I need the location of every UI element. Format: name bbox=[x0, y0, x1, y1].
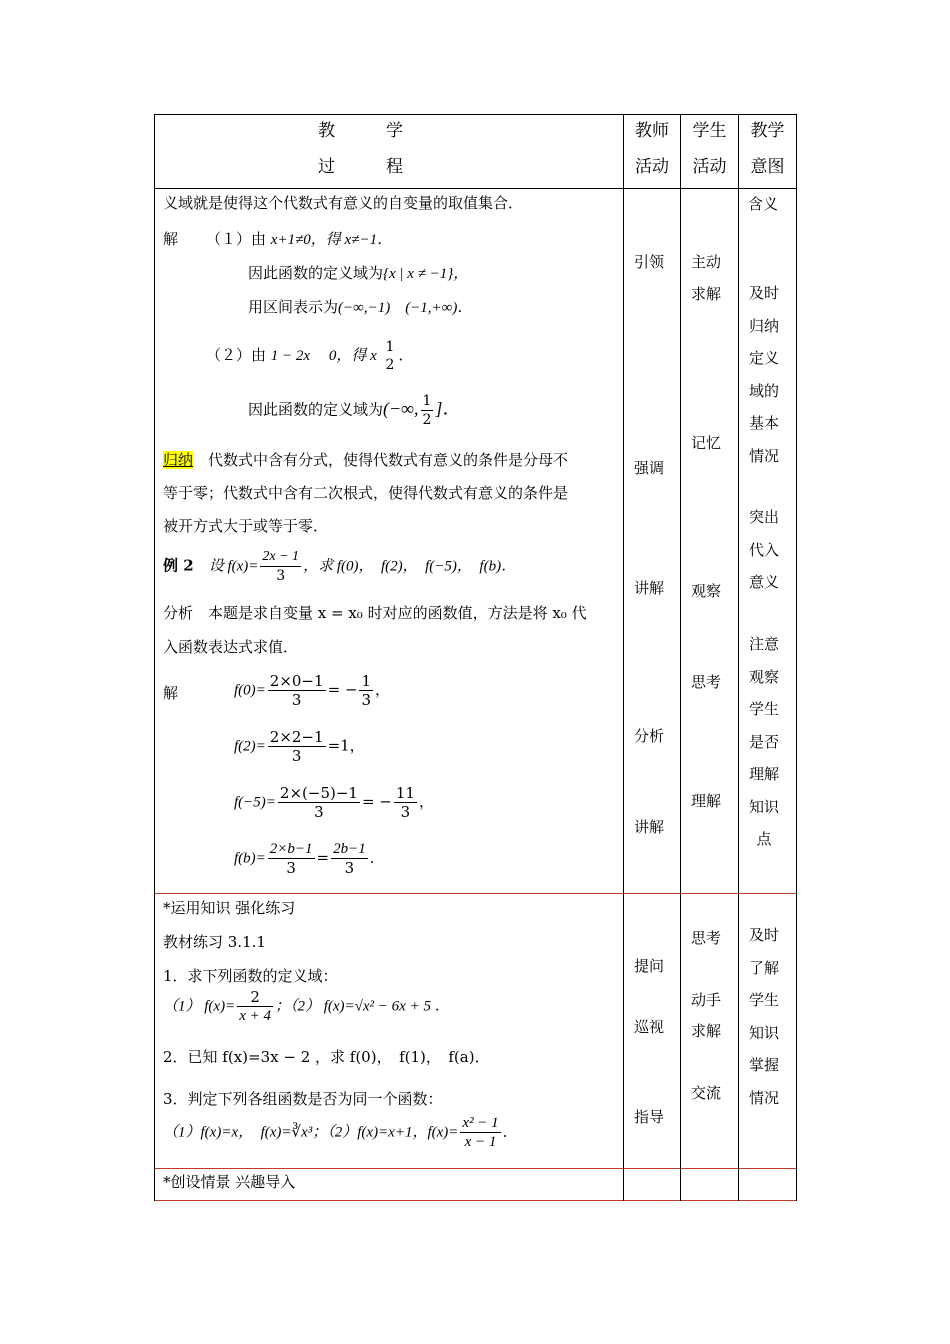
student-activity-4: 观察 bbox=[691, 582, 722, 600]
header-process-line2: 过 程 bbox=[318, 157, 403, 177]
summary-line3: 被开方式大于或等于零． bbox=[163, 517, 329, 535]
intent-group-substitute: 突出 代入 意义 bbox=[748, 508, 779, 591]
student-activity-6: 理解 bbox=[691, 792, 722, 810]
teacher-practice-1: 提问 bbox=[634, 957, 665, 975]
table-left-border bbox=[154, 114, 155, 1201]
student-activity-5: 思考 bbox=[691, 673, 722, 691]
solution-label: 解 bbox=[163, 230, 179, 248]
table-right-border bbox=[796, 114, 797, 1201]
solution-step1: （１）由 x+1≠0，得 x≠−1． bbox=[206, 230, 393, 248]
student-practice-2: 动手 bbox=[691, 991, 722, 1009]
student-practice-3: 求解 bbox=[691, 1022, 722, 1040]
col-divider-1 bbox=[623, 114, 624, 1201]
calc-f-neg5: f(−5)= $\frac{2\times(-5)-1}{3}$ = − $\frac{11}{3}$ ， bbox=[234, 784, 434, 821]
header-student-activity: 学生 活动 bbox=[692, 121, 727, 177]
teacher-activity-2: 强调 bbox=[634, 459, 665, 477]
solution-step1-interval: 用区间表示为(−∞,−1) (−1,+∞)． bbox=[248, 298, 473, 316]
practice-q3-items: （1）f(x)=x， f(x)=∛x³；（2）f(x)=x+1，f(x)= $\frac{\text{x² − 1}}{x - 1}$ ． bbox=[163, 1115, 518, 1150]
practice-subtitle: 教材练习 3.1.1 bbox=[163, 933, 266, 951]
teacher-practice-3: 指导 bbox=[634, 1108, 665, 1126]
solution-step2-domain: 因此函数的定义域为(−∞, $\frac{1}{2}$ ]． bbox=[248, 393, 461, 428]
table-bottom-border bbox=[154, 1200, 797, 1201]
teacher-activity-1: 引领 bbox=[634, 253, 665, 271]
example2-line: 例 2 设 f(x)= $\frac{2x - 1}{3}$ ，求 f(0)， f(2)， f(−5)， f(b)． bbox=[163, 549, 517, 584]
student-activity-1: 主动 bbox=[691, 253, 722, 271]
calc-f0: f(0)= $\frac{2\times 0-1}{3}$ = − $\frac{1}{3}$ ， bbox=[234, 672, 391, 709]
student-activity-3: 记忆 bbox=[691, 434, 722, 452]
teacher-activity-5: 讲解 bbox=[634, 818, 665, 836]
col-divider-2 bbox=[680, 114, 681, 1201]
practice-q3: 3．判定下列各组函数是否为同一个函数： bbox=[163, 1090, 443, 1108]
teacher-activity-3: 讲解 bbox=[634, 579, 665, 597]
intent-1: 含义 bbox=[748, 195, 779, 213]
practice-q1-items: （1） f(x)= $\frac{2}{x + 4}$ ；（2） f(x)=√x² − 6x + 5 ． bbox=[163, 988, 450, 1024]
student-practice-4: 交流 bbox=[691, 1084, 722, 1102]
practice-q1: 1．求下列函数的定义域： bbox=[163, 967, 338, 985]
intent-group-summary: 及时 归纳 定义 域的 基本 情况 bbox=[748, 284, 779, 465]
section2-bottom-border bbox=[154, 1168, 797, 1169]
summary-line1: 归纳 代数式中含有分式，使得代数式有意义的条件是分母不 bbox=[163, 451, 569, 469]
solution-step2: （２）由 1 − 2x 0，得 x 1 2 ． bbox=[206, 339, 414, 373]
domain-text: 义域就是使得这个代数式有意义的自变量的取值集合． bbox=[163, 194, 524, 212]
summary-label: 归纳 bbox=[163, 451, 194, 469]
teacher-practice-2: 巡视 bbox=[634, 1018, 665, 1036]
analysis-line1: 分析 本题是求自变量 x = x₀ 时对应的函数值，方法是将 x₀ 代 bbox=[163, 604, 587, 622]
solution-step1-domain: 因此函数的定义域为{x | x ≠ −1}， bbox=[248, 264, 469, 282]
intent-group-observe: 注意 观察 学生 是否 理解 知识 点 bbox=[748, 635, 779, 848]
analysis-line2: 入函数表达式求值． bbox=[163, 638, 299, 656]
practice-title: *运用知识 强化练习 bbox=[163, 899, 296, 917]
intro-title: *创设情景 兴趣导入 bbox=[163, 1173, 296, 1191]
header-process-line1: 教 学 bbox=[318, 121, 403, 141]
practice-q2: 2．已知 f(x)=3x − 2 ，求 f(0)， f(1)， f(a)． bbox=[163, 1048, 490, 1066]
calc-f2: f(2)= $\frac{2\times 2-1}{3}$ =1， bbox=[234, 728, 365, 765]
teacher-activity-4: 分析 bbox=[634, 727, 665, 745]
summary-line2: 等于零；代数式中含有二次根式，使得代数式有意义的条件是 bbox=[163, 484, 569, 502]
header-bottom-border bbox=[154, 188, 797, 189]
student-practice-1: 思考 bbox=[691, 929, 722, 947]
intent-practice: 及时 了解 学生 知识 掌握 情况 bbox=[748, 926, 779, 1107]
header-teaching-intent: 教学 意图 bbox=[750, 121, 785, 177]
calc-fb: f(b)= $\frac{2\times b-1}{3}$ = $\frac{2b-1}{3}$ ． bbox=[234, 841, 385, 877]
header-teacher-activity: 教师 活动 bbox=[635, 121, 669, 177]
solution2-label: 解 bbox=[163, 684, 179, 702]
student-activity-2: 求解 bbox=[691, 285, 722, 303]
section1-bottom-border bbox=[154, 893, 797, 894]
